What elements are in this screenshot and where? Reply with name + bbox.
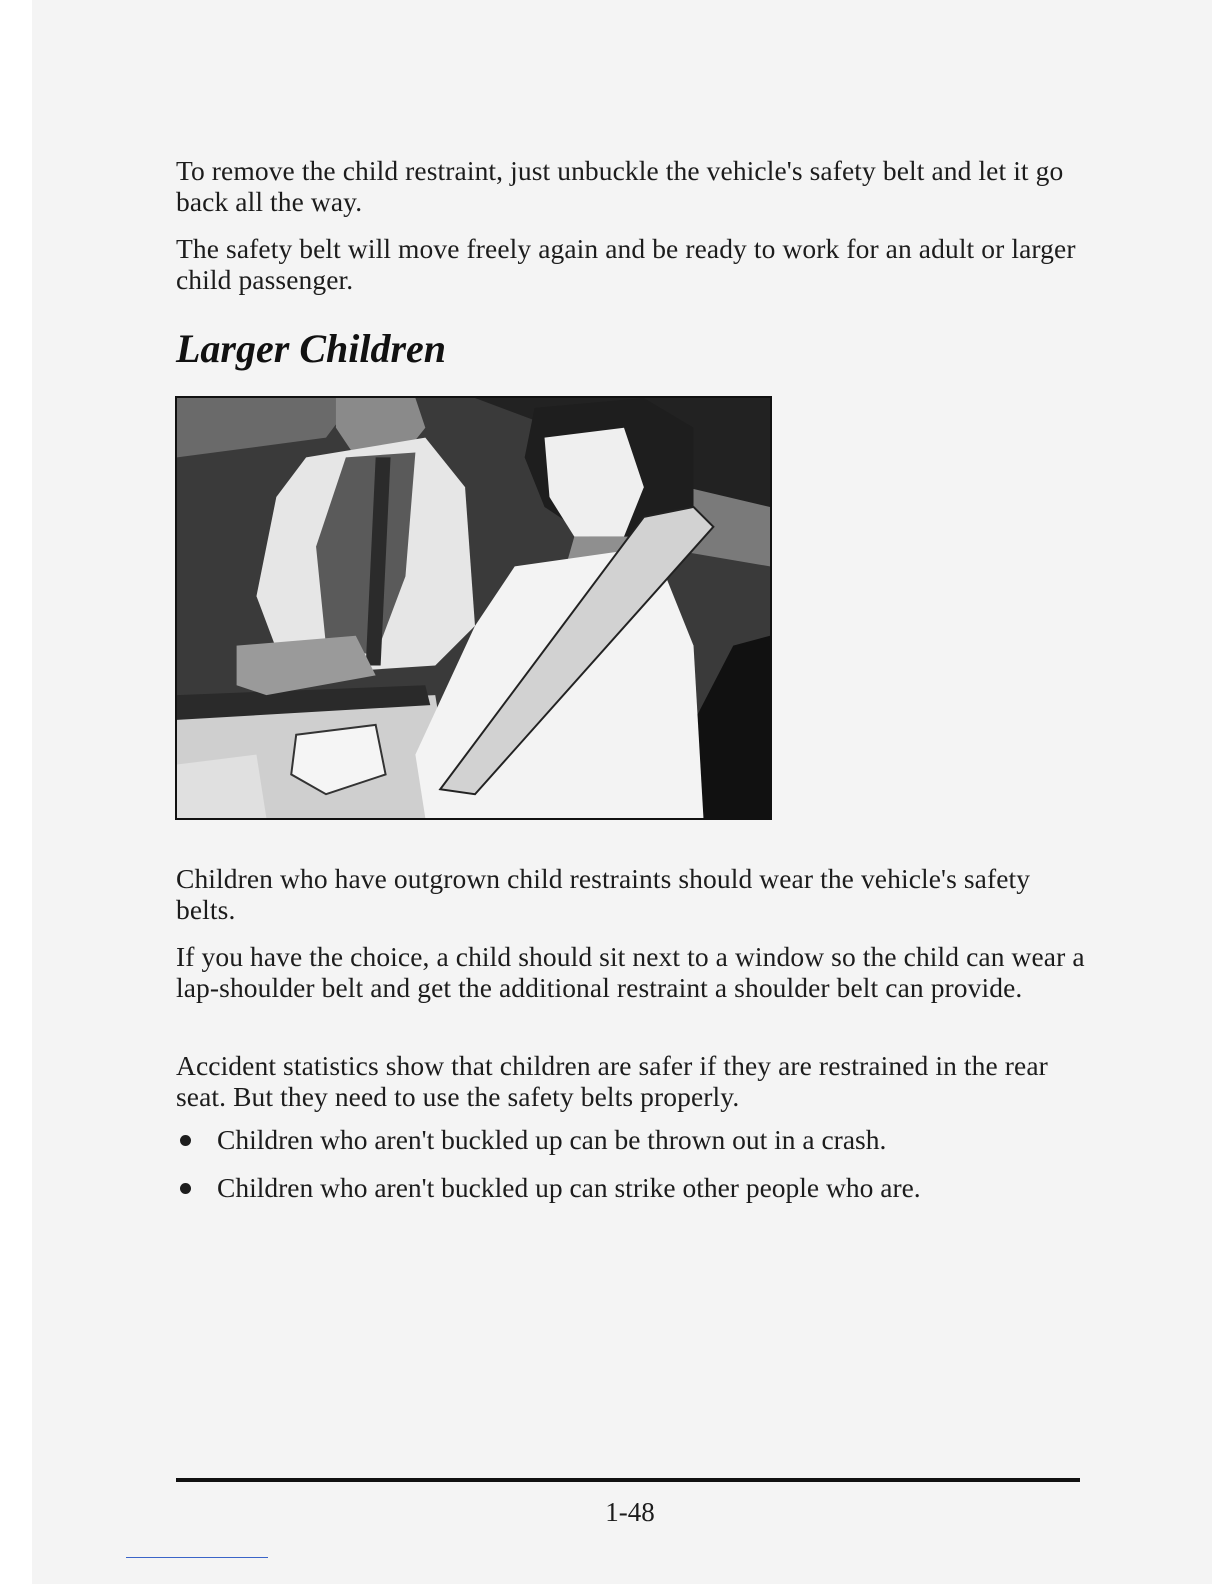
paragraph-outgrown-restraints: Children who have outgrown child restraints should wear the vehicle's safety belts.	[176, 863, 1031, 925]
bullet-icon	[180, 1135, 191, 1146]
page-edge-line	[126, 1557, 268, 1558]
intro-paragraph-1: To remove the child restraint, just unbuckle the vehicle's safety belt and let it go back all the way.	[176, 155, 1064, 217]
bullet-icon	[180, 1183, 191, 1194]
list-item-text: Children who aren't buckled up can be thrown out in a crash.	[217, 1124, 887, 1155]
page-number: 1-48	[605, 1497, 655, 1527]
list-item-text: Children who aren't buckled up can strike other people who are.	[217, 1172, 921, 1203]
section-heading: Larger Children	[176, 326, 447, 371]
footer-rule	[176, 1478, 1080, 1482]
intro-paragraph-2: The safety belt will move freely again and be ready to work for an adult or larger child passenger.	[176, 233, 1076, 295]
paragraph-window-seat: If you have the choice, a child should sit next to a window so the child can wear a lap-shoulder belt and get the additional restraint a shoulder belt can provide.	[176, 941, 1085, 1003]
children-seatbelt-illustration	[175, 396, 772, 820]
paragraph-accident-statistics: Accident statistics show that children are safer if they are restrained in the rear seat. But they need to use the safety belts properly.	[176, 1050, 1048, 1112]
